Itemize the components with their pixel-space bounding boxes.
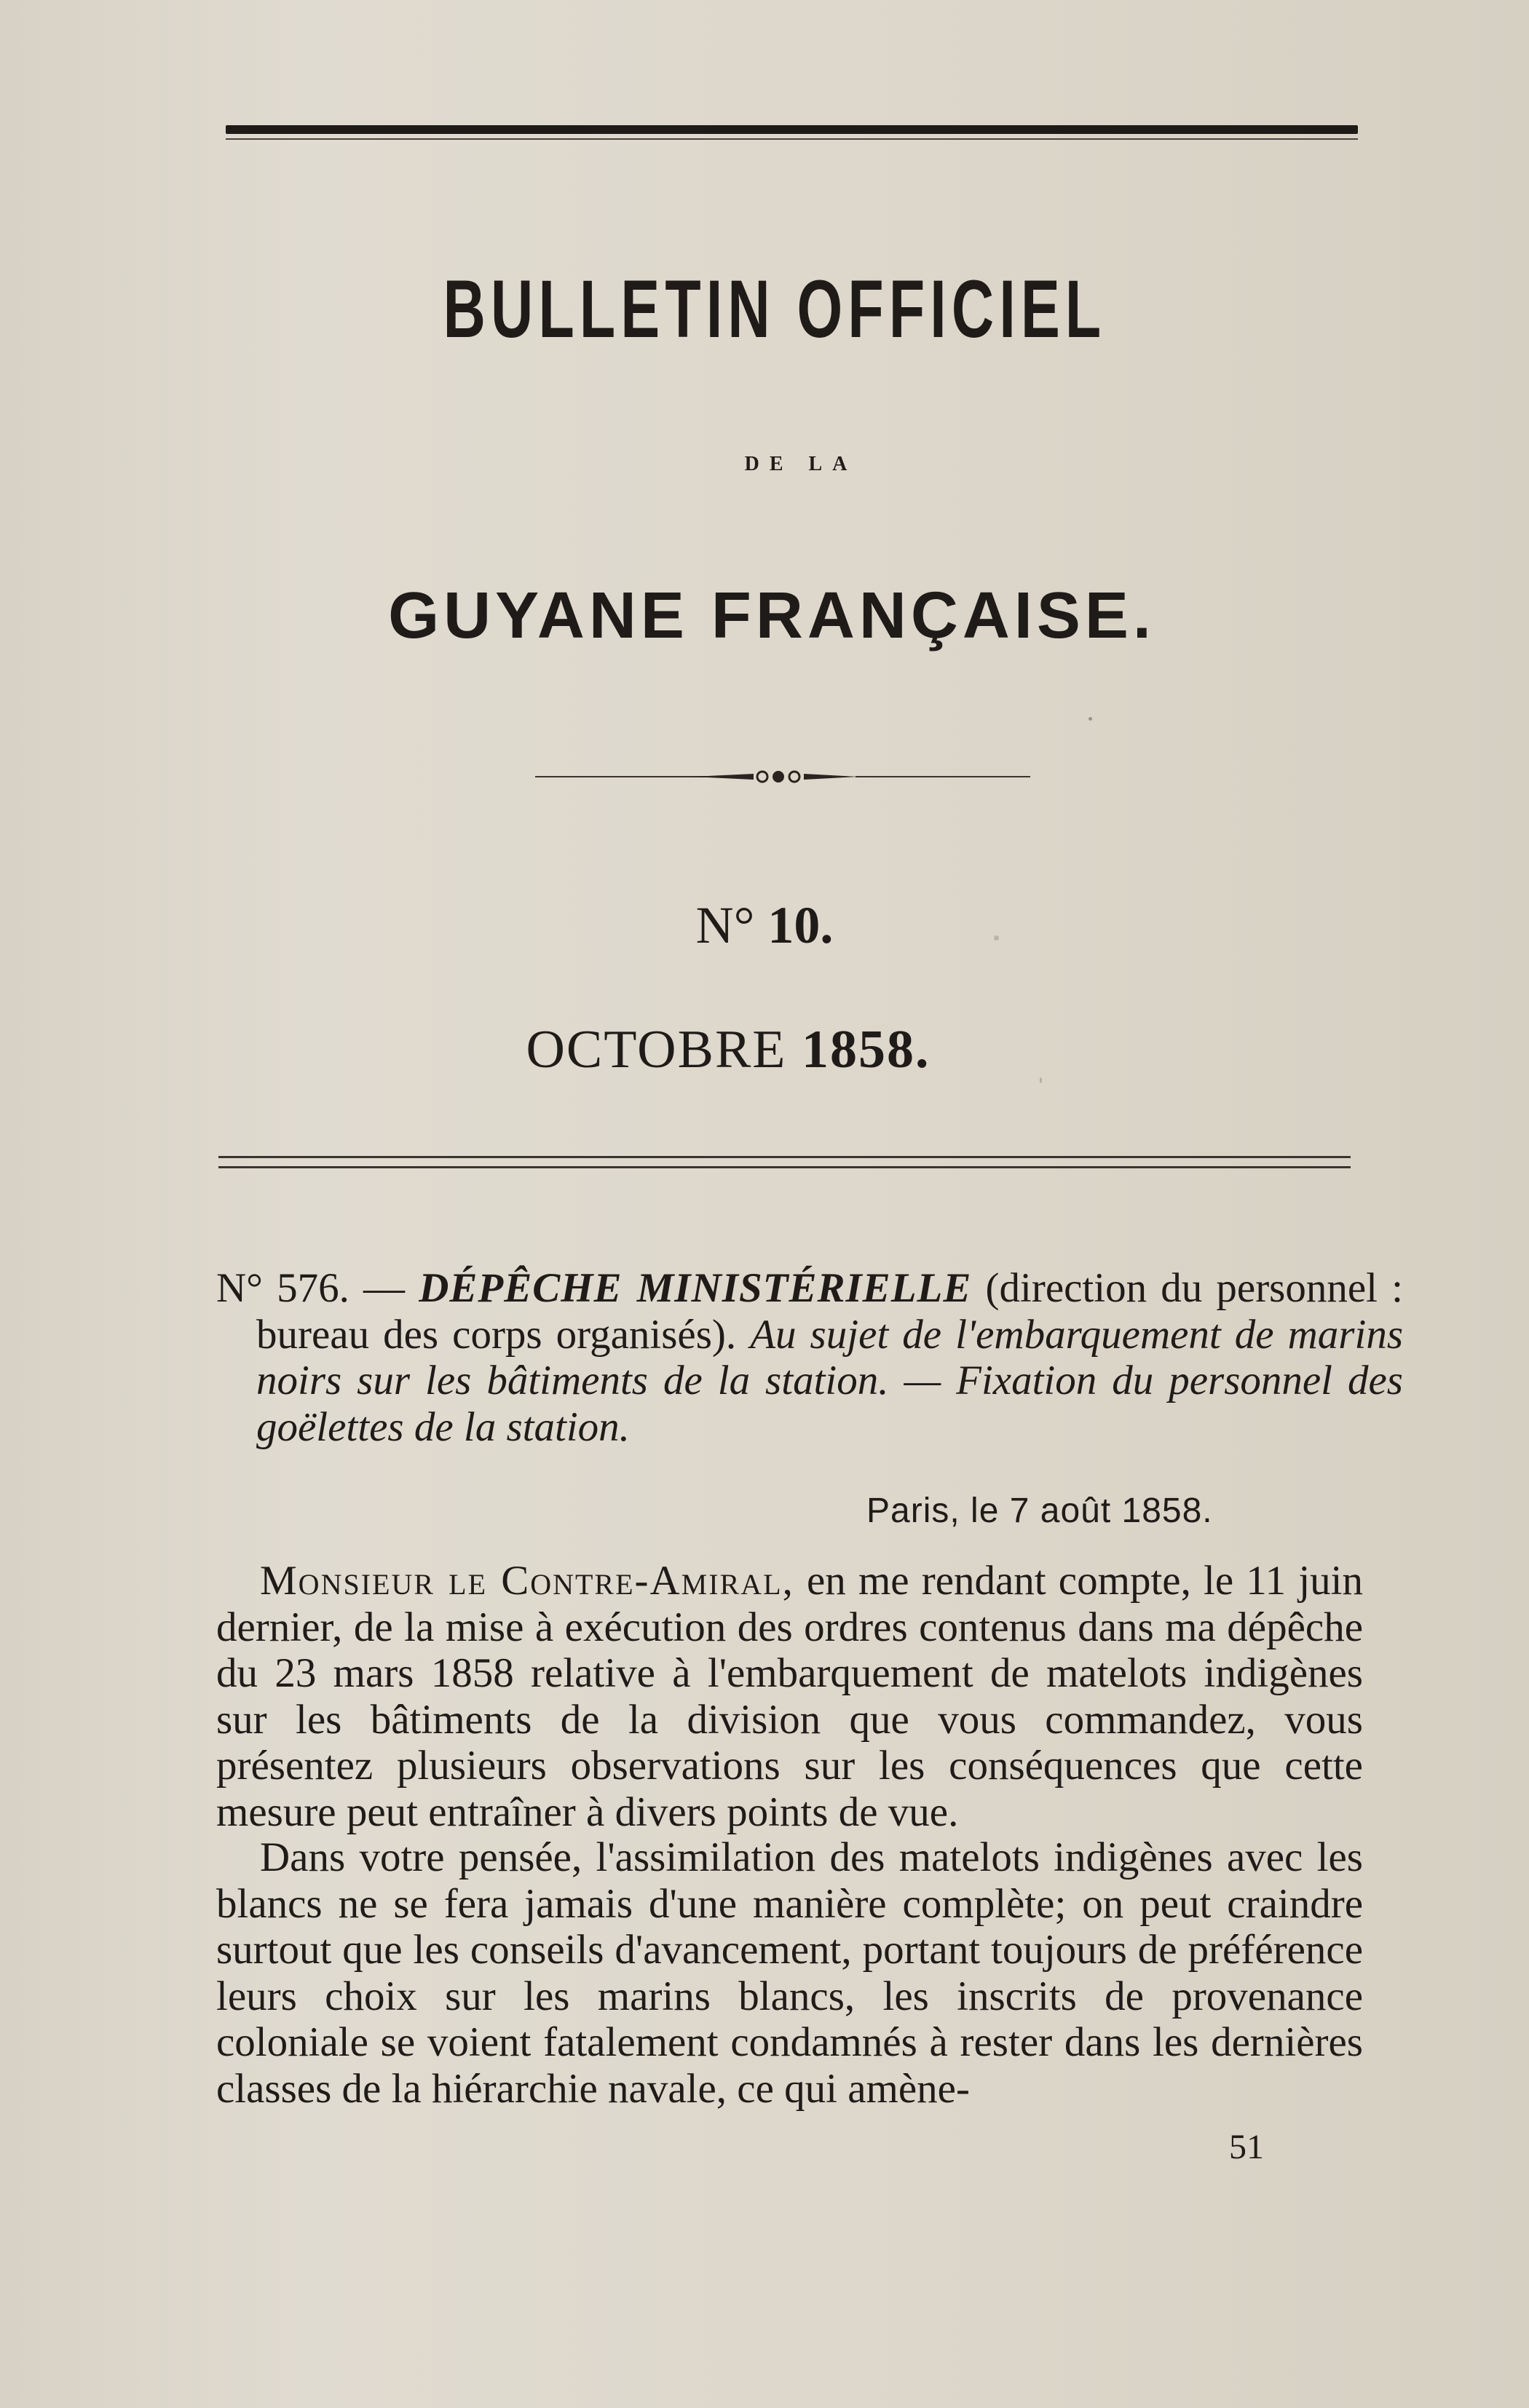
dateline: Paris, le 7 août 1858.	[866, 1492, 1213, 1530]
title-de-la: DE LA	[744, 453, 858, 475]
section-rule-1	[218, 1156, 1351, 1158]
top-rule-thin	[226, 138, 1358, 140]
paper-speck	[1089, 717, 1092, 721]
page-folio: 51	[1229, 2128, 1264, 2166]
article-direction: (direction du personnel : bureau des corps organisés).	[256, 1265, 1403, 1358]
article-type: DÉPÊCHE MINISTÉRIELLE	[419, 1265, 972, 1311]
paragraph-2: Dans votre pensée, l'assimilation des matelots indigènes avec les blancs ne se fera jamais d'une manière complète; on peut craindre surtout que les conseils d'avancement, portant toujours de préférence leurs choix sur les marins blancs, les inscrits de provenance coloniale se voient fatalement condamnés à rester dans les dernières classes de la hiérarchie navale, ce qui amène-	[216, 1834, 1363, 2112]
paper-speck	[994, 935, 999, 940]
issue-month: OCTOBRE	[526, 1020, 787, 1080]
article-subject: Au sujet de l'embarquement de marins noirs sur les bâtiments de la station. — Fixation du personnel des goëlettes de la station.	[256, 1311, 1403, 1450]
issue-year: 1858.	[802, 1020, 931, 1080]
issue-number-prefix: N°	[695, 896, 755, 954]
issue-number	[0, 895, 1529, 956]
issue-date	[0, 1019, 1493, 1081]
ornament-divider	[535, 769, 1030, 784]
paragraph-1	[216, 1558, 1363, 1835]
issue-number-value: 10.	[767, 896, 834, 954]
section-rule-2	[218, 1166, 1351, 1168]
article-number: N° 576. —	[216, 1265, 406, 1311]
salutation: Monsieur le Contre-Amiral,	[260, 1558, 794, 1604]
paper-speck	[1040, 1077, 1042, 1083]
top-rule	[226, 125, 1358, 134]
title-bulletin-officiel: BULLETIN OFFICIEL	[443, 264, 1107, 355]
paragraph-1-text: en me rendant compte, le 11 juin dernier, de la mise à exécution des ordres contenus dans ma dépêche du 23 mars 1858 relative à l'embarquement de matelots indigènes sur les bâtiments de la division que vous commandez, vous présentez plusieurs observations sur les conséquences que cette mesure peut entraîner à divers points de vue.	[216, 1558, 1363, 1835]
article-heading	[216, 1265, 1403, 1450]
title-guyane-francaise: GUYANE FRANÇAISE.	[388, 579, 1155, 652]
